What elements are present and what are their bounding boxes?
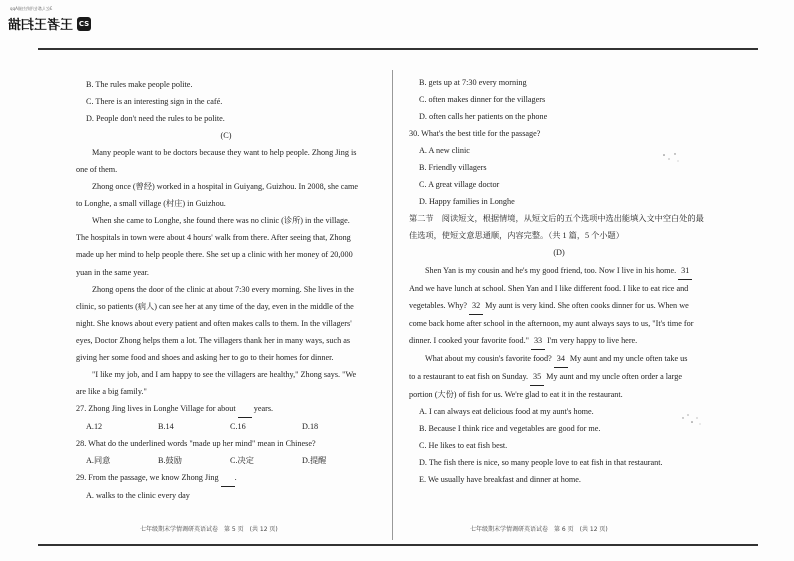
right-page-footer: 七年级期末学情调研英语试卷 第 6 页 (共 12 页) [470, 526, 608, 533]
scanner-logo-icon: CS [77, 17, 91, 31]
passage-line: Many people want to be doctors because they want to help people. Zhong Jing is [92, 148, 357, 158]
option-c: C.16 [230, 421, 246, 431]
passage-label: (D) [553, 248, 565, 258]
question-text: 29. From the passage, we know Zhong Jing [76, 473, 219, 483]
passage-line: Zhong once (曾经) worked in a hospital in Guiyang, Guizhou. In 2008, she came [92, 182, 359, 192]
passage-line: giving her some food and shoes and asking her to go to their homes for dinner. [76, 352, 334, 362]
section-instruction: 佳选项，使短文意思通顺，内容完整。（共 1 篇，5 个小题） [409, 231, 624, 241]
option-c: C. He likes to eat fish best. [419, 440, 508, 450]
scan-speck [680, 412, 702, 428]
option-d: D. The fish there is nice, so many people love to eat fish in that restaurant. [419, 458, 663, 468]
answer-blank [221, 469, 235, 487]
passage-line: The hospitals in town were about 4 hours' walk from there. After seeing that, Zhong [76, 233, 351, 243]
passage-line: to Longhe, a small village (村庄) in Guizhou. [76, 199, 226, 209]
passage-line: are like a big family." [76, 386, 147, 396]
option-line: D. Happy families in Longhe [419, 197, 515, 207]
option-line: C. A great village doctor [419, 180, 500, 190]
column-divider [392, 70, 393, 540]
passage-line: eyes, Doctor Zhong helps them a lot. The villagers thank her in many ways, such as [76, 335, 351, 345]
option-line: D. People don't need the rules to be polite. [86, 114, 225, 124]
left-column [76, 76, 376, 504]
answer-blank [238, 400, 252, 418]
option-a: A.同意 [86, 456, 111, 466]
option-line: A. walks to the clinic every day [86, 491, 190, 501]
passage-label: (C) [220, 131, 232, 141]
option-d: D.提醒 [302, 456, 327, 466]
right-column [409, 74, 709, 488]
option-c: C.决定 [230, 456, 254, 466]
blank-32: 32 [469, 297, 483, 315]
bottom-border-line [38, 544, 758, 546]
option-line: C. often makes dinner for the villagers [419, 95, 546, 105]
option-line: C. There is an interesting sign in the café. [86, 97, 223, 107]
question-30: 30. What's the best title for the passage? [409, 129, 541, 139]
q28-options [76, 452, 376, 469]
option-line: D. often calls her patients on the phone [419, 112, 548, 122]
option-line: B. gets up at 7:30 every morning [419, 78, 527, 87]
passage-line: What about my cousin's favorite food? 34 My aunt and my uncle often take us [409, 350, 709, 368]
option-a: A.12 [86, 421, 103, 431]
q27-options [76, 418, 376, 435]
passage-line: Zhong opens the door of the clinic at about 7:30 every morning. She lives in the [92, 284, 354, 294]
passage-line: "I like my job, and I am happy to see the villagers are healthy," Zhong says. "We [92, 369, 357, 379]
passage-line: dinner. I cooked your favorite food." 33 I'm very happy to live here. [409, 332, 709, 350]
option-d: D.18 [302, 421, 319, 431]
option-b: B.鼓励 [158, 456, 182, 466]
question-29 [76, 469, 376, 487]
option-line: B. The rules make people polite. [86, 80, 193, 89]
option-b: B. Because I think rice and vegetables are good for me. [419, 423, 601, 433]
top-border-line [38, 48, 758, 50]
option-e: E. We usually have breakfast and dinner at home. [419, 475, 581, 485]
question-28: 28. What do the underlined words "made up her mind" mean in Chinese? [76, 438, 316, 448]
scanner-watermark [8, 14, 91, 33]
option-line: A. A new clinic [419, 146, 470, 156]
question-text: 27. Zhong Jing lives in Longhe Village for about [76, 403, 236, 413]
blank-31: 31 [678, 262, 692, 280]
question-end: . [234, 473, 237, 483]
brand-name: 王者王扫描 [8, 18, 74, 33]
passage-line: night. She knows about every patient and often makes calls to them. In the villagers' [76, 318, 352, 328]
passage-line: vegetables. Why? 32 My aunt is very kind. She often cooks dinner for us. When we [409, 297, 709, 315]
option-line: B. Friendly villagers [419, 163, 487, 173]
blank-34: 34 [554, 350, 568, 368]
passage-line: yuan in the same year. [76, 267, 149, 277]
section-instruction: 第二节 阅读短文，根据情境，从短文后的五个选项中选出能填入文中空白处的最 [409, 214, 704, 224]
scan-speck [660, 150, 682, 166]
passage-line: clinic, so patients (病人) can see her at any time of the day, even in the middle of the [76, 301, 354, 311]
passage-line: to a restaurant to eat fish on Sunday. 35 My aunt and my uncle often order a large [409, 368, 709, 386]
passage-line: come back home after school in the afternoon, my aunt always says to us, "It's time for [409, 318, 694, 328]
blank-33: 33 [531, 332, 545, 350]
passage-line: Shen Yan is my cousin and he's my good friend, too. Now I live in his home. 31 [409, 262, 709, 280]
passage-line: And we have lunch at school. Shen Yan and I like different food. I like to eat rice and [409, 283, 689, 293]
left-page-footer: 七年级期末学情调研英语试卷 第 5 页 (共 12 页) [140, 526, 278, 533]
question-27 [76, 400, 376, 418]
passage-line: When she came to Longhe, she found there was no clinic (诊所) in the village. [92, 216, 350, 226]
option-a: A. I can always eat delicious food at my aunt's home. [419, 406, 594, 416]
brand-tagline: 3亿人都在用的扫描App [10, 6, 53, 11]
option-b: B.14 [158, 421, 174, 431]
question-end: years. [253, 403, 274, 413]
blank-35: 35 [530, 368, 544, 386]
passage-line: one of them. [76, 165, 118, 175]
passage-line: made up her mind to help people there. She set up a clinic with her money of 20,000 [76, 250, 353, 260]
passage-line: portion (大份) of fish for us. We're glad to eat it in the restaurant. [409, 389, 623, 399]
